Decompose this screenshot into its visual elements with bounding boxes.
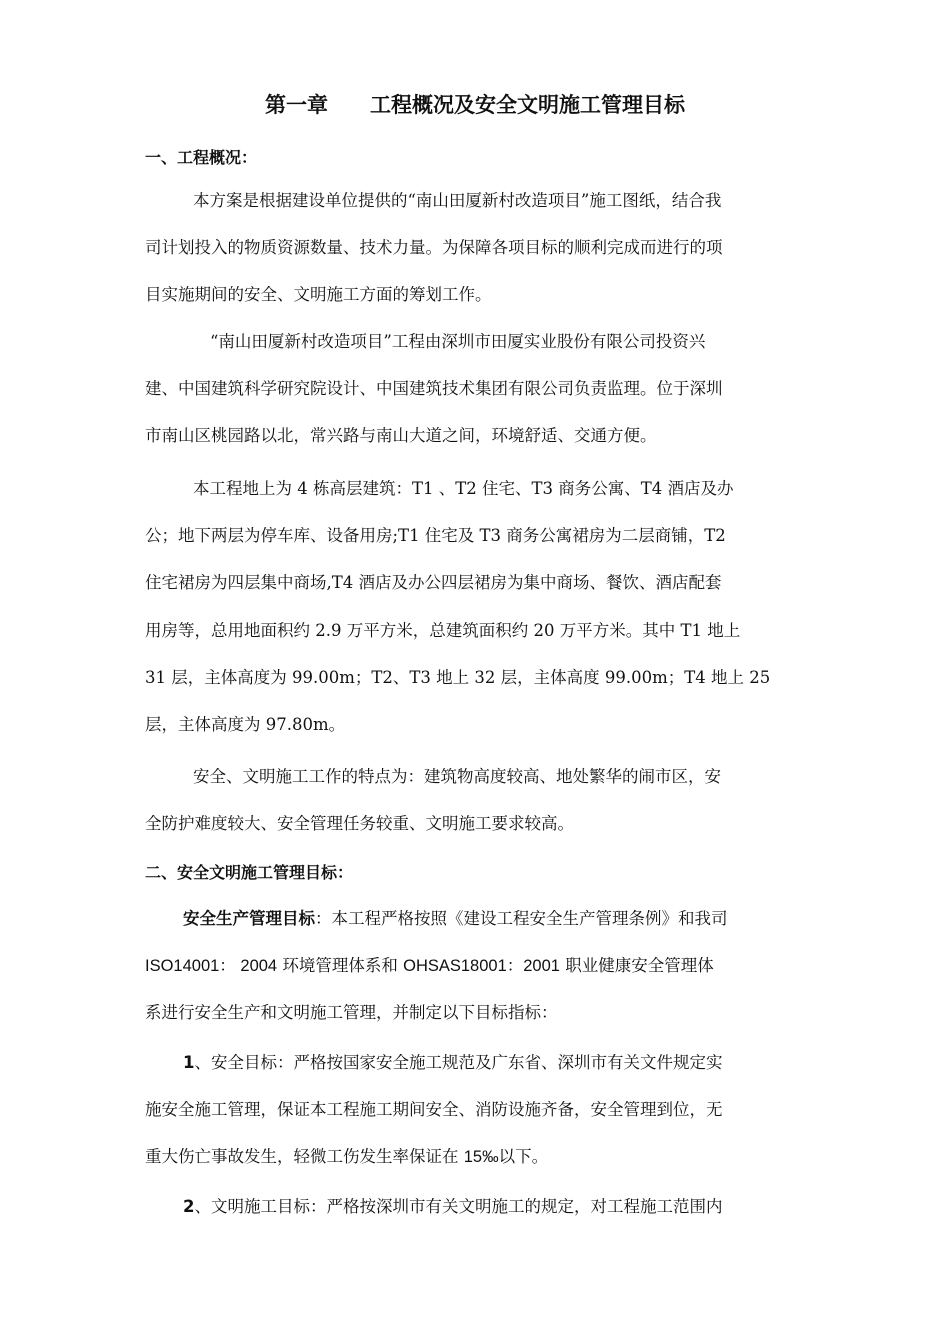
paragraph-3-line: 31 层，主体高度为 99.00m；T2、T3 地上 32 层，主体高度 99.00m；T4 地上 25 bbox=[145, 667, 771, 687]
list-number: 2 bbox=[183, 1197, 195, 1216]
paragraph-3-line: 层，主体高度为 97.80m。 bbox=[145, 714, 346, 734]
paragraph-5-text: 职业健康安全管理体 bbox=[559, 956, 714, 976]
list-item-line bbox=[145, 1183, 807, 1230]
paragraph-3-line: 住宅裙房为四层集中商场,T4 酒店及办公四层裙房为集中商场、餐饮、酒店配套 bbox=[145, 573, 722, 593]
paragraph-1-line: 目实施期间的安全、文明施工方面的筹划工作。 bbox=[145, 285, 492, 305]
list-item-line bbox=[145, 1039, 807, 1086]
paragraph-3-line: 用房等，总用地面积约 2.9 万平方米，总建筑面积约 20 万平方米。其中 T1 地上 bbox=[145, 620, 741, 640]
paragraph-2-line: “南山田厦新村改造项目”工程由深圳市田厦实业股份有限公司投资兴 bbox=[210, 332, 706, 351]
list-number: 1 bbox=[183, 1053, 195, 1072]
paragraph-2 bbox=[145, 318, 807, 460]
paragraph-5-text: 环境管理体系和 bbox=[277, 956, 404, 976]
paragraph-3-line: 本工程地上为 4 栋高层建筑：T1 、T2 住宅、T3 商务公寓、T4 酒店及办 bbox=[193, 479, 734, 498]
paragraph-4-line: 全防护难度较大、安全管理任务较重、文明施工要求较高。 bbox=[145, 814, 574, 834]
paragraph-3-line: 公；地下两层为停车库、设备用房;T1 住宅及 T3 商务公寓裙房为二层商铺，T2 bbox=[145, 526, 726, 546]
list-item-text: 、安全目标：严格按国家安全施工规范及广东省、深圳市有关文件规定实 bbox=[194, 1053, 723, 1072]
paragraph-5-text: ：本工程严格按照《建设工程安全生产管理条例》和我司 bbox=[315, 909, 728, 928]
list-item-text: 以下。 bbox=[498, 1147, 549, 1167]
list-item-text: 重大伤亡事故发生，轻微工伤发生率保证在 bbox=[145, 1147, 464, 1167]
paragraph-1-line: 司计划投入的物质资源数量、技术力量。为保障各项目标的顺利完成而进行的项 bbox=[145, 238, 723, 258]
ohsas-standard: OHSAS18001：2001 bbox=[403, 957, 560, 976]
paragraph-4 bbox=[145, 753, 807, 847]
section-heading-overview: 一、工程概况： bbox=[145, 148, 258, 167]
paragraph-2-line: 市南山区桃园路以北，常兴路与南山大道之间，环境舒适、交通方便。 bbox=[145, 426, 657, 446]
paragraph-5-line: 系进行安全生产和文明施工管理，并制定以下目标指标： bbox=[145, 1003, 558, 1023]
paragraph-3 bbox=[145, 465, 807, 748]
injury-rate: 15‰ bbox=[463, 1148, 499, 1167]
chapter-title: 第一章 工程概况及安全文明施工管理目标 bbox=[265, 93, 685, 117]
list-item-civilized-target bbox=[145, 1183, 807, 1230]
paragraph-5-line bbox=[145, 942, 807, 989]
list-item-safety-target bbox=[145, 1039, 807, 1181]
list-item-line: 施安全施工管理，保证本工程施工期间安全、消防设施齐备，安全管理到位，无 bbox=[145, 1100, 723, 1120]
section-heading-targets: 二、安全文明施工管理目标： bbox=[145, 863, 354, 882]
paragraph-1 bbox=[145, 177, 807, 319]
iso-standard: ISO14001： 2004 bbox=[145, 957, 278, 976]
paragraph-1-line: 本方案是根据建设单位提供的“南山田厦新村改造项目”施工图纸，结合我 bbox=[193, 191, 722, 210]
paragraph-2-line: 建、中国建筑科学研究院设计、中国建筑技术集团有限公司负责监理。位于深圳 bbox=[145, 379, 723, 399]
paragraph-5 bbox=[145, 895, 807, 1037]
list-item-text: 、文明施工目标：严格按深圳市有关文明施工的规定，对工程施工范围内 bbox=[194, 1197, 723, 1216]
safety-target-lead: 安全生产管理目标 bbox=[183, 909, 315, 928]
paragraph-4-line: 安全、文明施工工作的特点为：建筑物高度较高、地处繁华的闹市区，安 bbox=[193, 767, 721, 786]
paragraph-5-line bbox=[145, 895, 807, 942]
list-item-line bbox=[145, 1133, 807, 1180]
